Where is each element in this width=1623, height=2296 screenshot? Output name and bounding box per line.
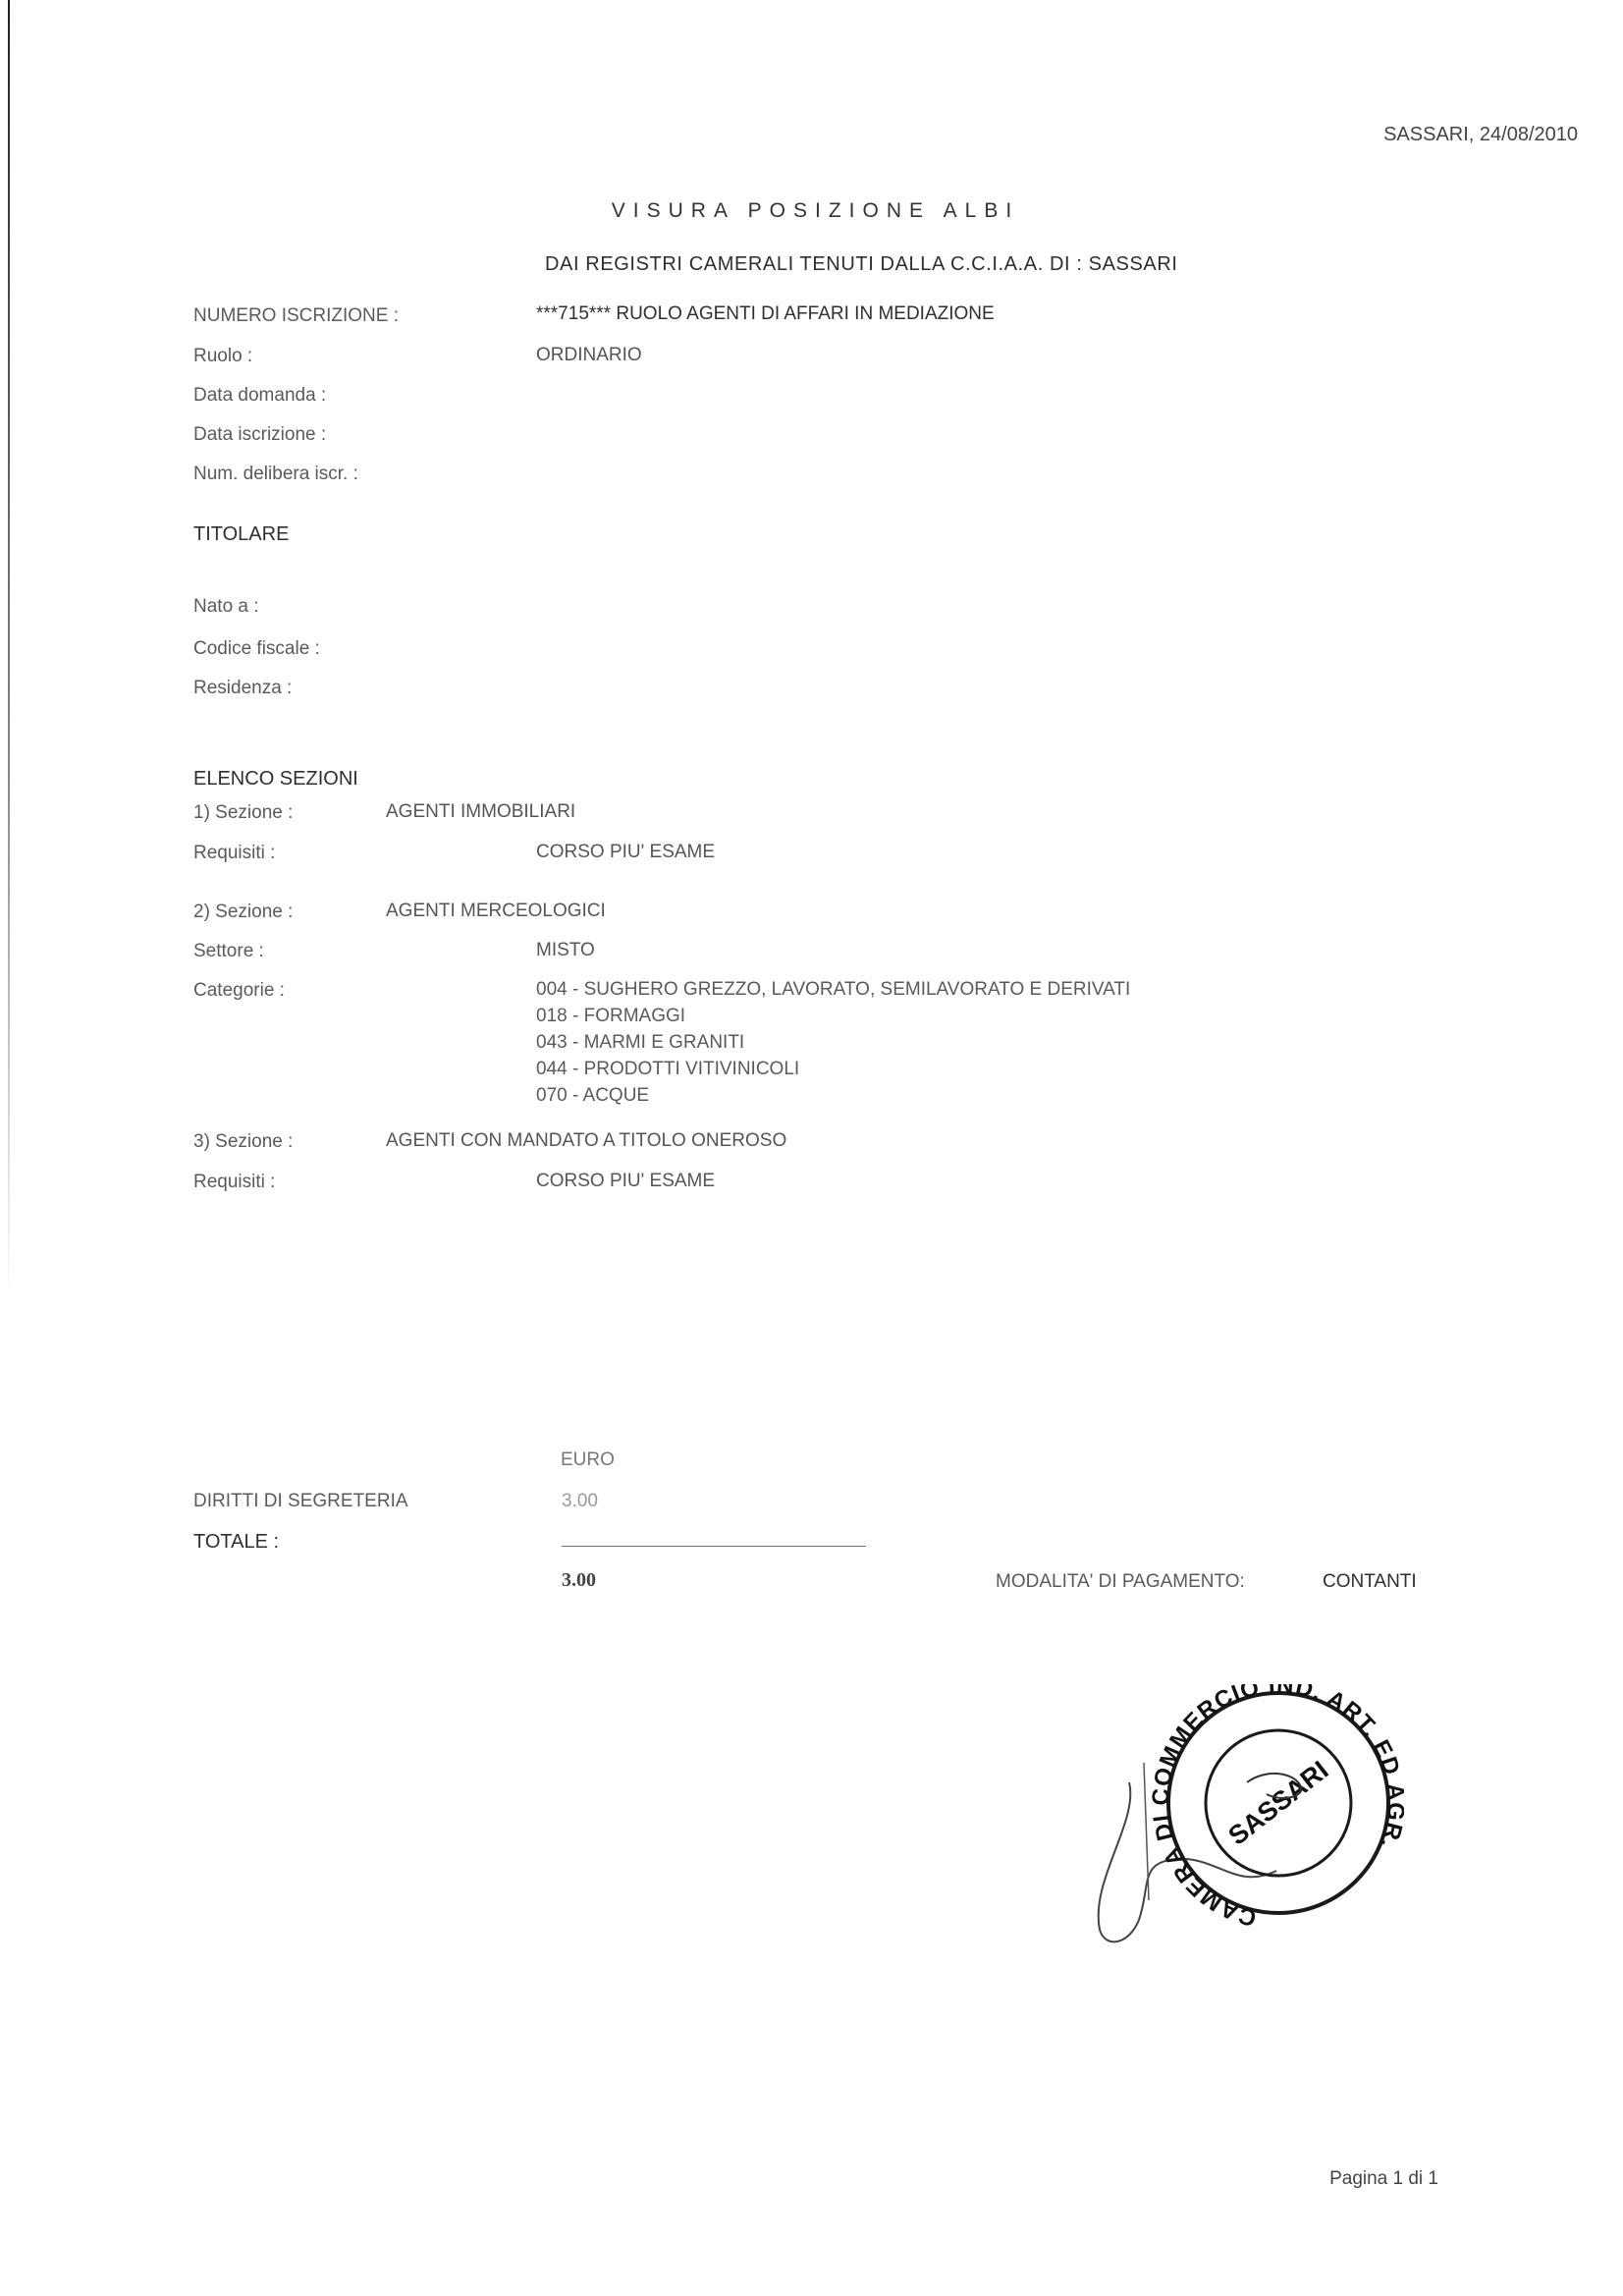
ruolo-value: ORDINARIO xyxy=(536,345,642,365)
currency-label: EURO xyxy=(561,1449,615,1470)
list-item: 043 - MARMI E GRANITI xyxy=(536,1032,745,1053)
settore-value: MISTO xyxy=(536,940,595,960)
list-item: 018 - FORMAGGI xyxy=(536,1006,686,1026)
official-stamp xyxy=(1070,1684,1404,1969)
ruolo-label: Ruolo : xyxy=(193,346,253,366)
titolare-heading: TITOLARE xyxy=(193,523,290,545)
document-title: VISURA POSIZIONE ALBI xyxy=(611,199,1020,222)
sezione-3-requisiti-value: CORSO PIU' ESAME xyxy=(536,1171,716,1191)
numero-iscrizione-value: ***715*** RUOLO AGENTI DI AFFARI IN MEDIAZIONE xyxy=(536,303,995,324)
data-domanda-label: Data domanda : xyxy=(193,385,327,406)
stamp-outer-text: CAMERA DI COMMERCIO IND. ART. ED . xyxy=(1147,1684,1404,1932)
sezione-1-value: AGENTI IMMOBILIARI xyxy=(386,801,576,822)
stamp-inner-text: SASSARI xyxy=(1222,1755,1334,1851)
sezione-3-value: AGENTI CON MANDATO A TITOLO ONEROSO xyxy=(386,1130,787,1151)
sezione-1-requisiti-value: CORSO PIU' ESAME xyxy=(536,842,716,862)
sezione-1-label: 1) Sezione : xyxy=(193,802,294,823)
sezione-1-requisiti-label: Requisiti : xyxy=(193,843,276,863)
diritti-segreteria-value: 3.00 xyxy=(562,1491,598,1511)
codice-fiscale-label: Codice fiscale : xyxy=(193,638,320,659)
numero-iscrizione-label: NUMERO ISCRIZIONE : xyxy=(193,305,400,326)
data-iscrizione-label: Data iscrizione : xyxy=(193,424,327,445)
totale-label: TOTALE : xyxy=(193,1531,280,1553)
list-item: 070 - ACQUE xyxy=(536,1085,650,1106)
categorie-list xyxy=(536,976,1130,1109)
document-subtitle: DAI REGISTRI CAMERALI TENUTI DALLA C.C.I.A.A. DI : SASSARI xyxy=(545,253,1178,275)
sezione-2-value: AGENTI MERCEOLOGICI xyxy=(386,901,606,921)
diritti-segreteria-label: DIRITTI DI SEGRETERIA xyxy=(193,1491,408,1511)
page-number: Pagina 1 di 1 xyxy=(1329,2168,1438,2189)
totale-value: 3.00 xyxy=(562,1569,596,1591)
modalita-pagamento-label: MODALITA' DI PAGAMENTO: xyxy=(996,1571,1245,1592)
settore-label: Settore : xyxy=(193,941,264,961)
num-delibera-label: Num. delibera iscr. : xyxy=(193,464,358,484)
list-item: 044 - PRODOTTI VITIVINICOLI xyxy=(536,1059,800,1079)
elenco-sezioni-heading: ELENCO SEZIONI xyxy=(193,768,358,790)
list-item: 004 - SUGHERO GREZZO, LAVORATO, SEMILAVORATO E DERIVATI xyxy=(536,979,1131,1000)
modalita-pagamento-value: CONTANTI xyxy=(1323,1571,1417,1592)
nato-label: Nato a : xyxy=(193,596,259,617)
categorie-label: Categorie : xyxy=(193,980,285,1001)
residenza-label: Residenza : xyxy=(193,678,293,698)
scan-edge xyxy=(8,0,10,1296)
document-date: SASSARI, 24/08/2010 xyxy=(1383,124,1578,145)
sezione-3-requisiti-label: Requisiti : xyxy=(193,1172,276,1192)
sezione-2-label: 2) Sezione : xyxy=(193,902,294,922)
sezione-3-label: 3) Sezione : xyxy=(193,1131,294,1152)
totale-rule xyxy=(562,1546,866,1547)
